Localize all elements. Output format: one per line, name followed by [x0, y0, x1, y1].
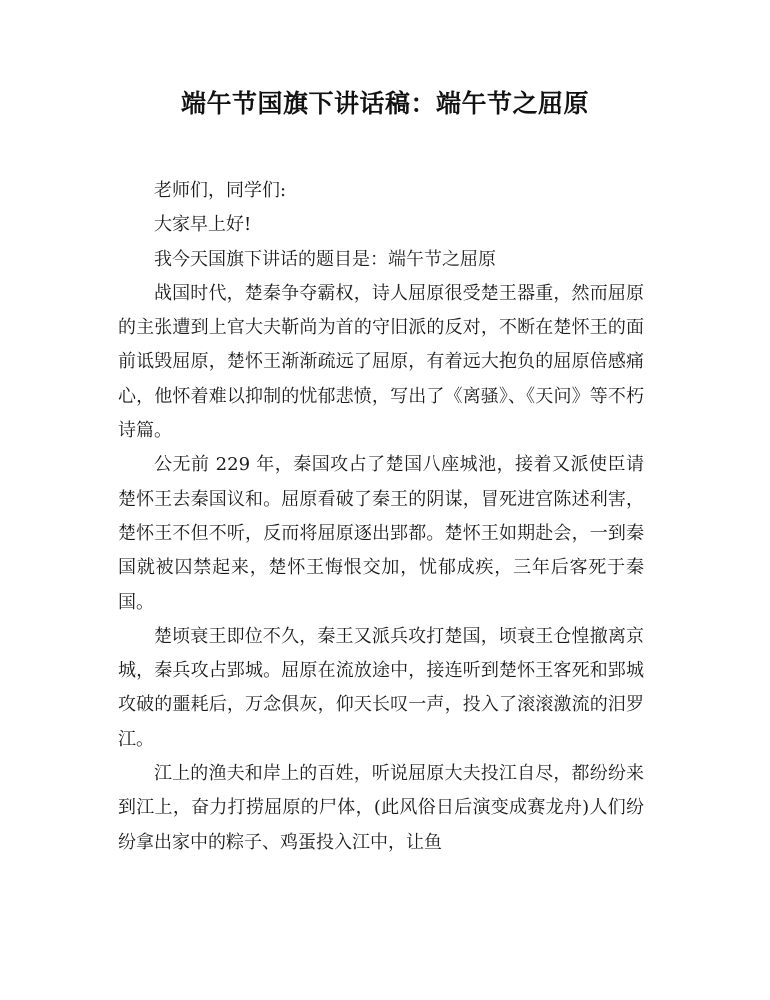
paragraph-topic: 我今天国旗下讲话的题目是：端午节之屈原	[154, 248, 496, 270]
document-title: 端午节国旗下讲话稿：端午节之屈原	[180, 89, 589, 118]
paragraph-229-bc: 公无前 229 年，秦国攻占了楚国八座城池，接着又派使臣请楚怀王去秦国议和。屈原看破了秦王的阴谋，冒死进宫陈述利害，楚怀王不但不听，反而将屈原逐出郢都。楚怀王如期赴会，一到秦国就被囚禁起来，楚怀王悔恨交加，忧郁成疾，三年后客死于秦国。	[118, 454, 644, 613]
paragraph-warring-states: 战国时代，楚秦争夺霸权，诗人屈原很受楚王器重，然而屈原的主张遭到上官大夫靳尚为首的守旧派的反对，不断在楚怀王的面前诋毁屈原，楚怀王渐渐疏远了屈原，有着远大抱负的屈原倍感痛心，他怀着难以抑制的忧郁悲愤，写出了《离骚》、《天问》等不朽诗篇。	[118, 282, 644, 442]
document-body	[118, 174, 644, 860]
paragraph-greeting: 老师们，同学们:	[154, 180, 287, 201]
paragraph-good-morning: 大家早上好!	[154, 214, 252, 236]
paragraph-fishermen: 江上的渔夫和岸上的百姓，听说屈原大夫投江自尽，都纷纷来到江上，奋力打捞屈原的尸体，(此风俗日后演变成赛龙舟)人们纷纷拿出家中的粽子、鸡蛋投入江中，让鱼	[118, 763, 644, 853]
paragraph-miluo-river: 楚顷衰王即位不久，秦王又派兵攻打楚国，顷衰王仓惶撤离京城，秦兵攻占郢城。屈原在流放途中，接连听到楚怀王客死和郢城攻破的噩耗后，万念俱灰，仰天长叹一声，投入了滚滚激流的汨罗江。	[118, 625, 644, 750]
